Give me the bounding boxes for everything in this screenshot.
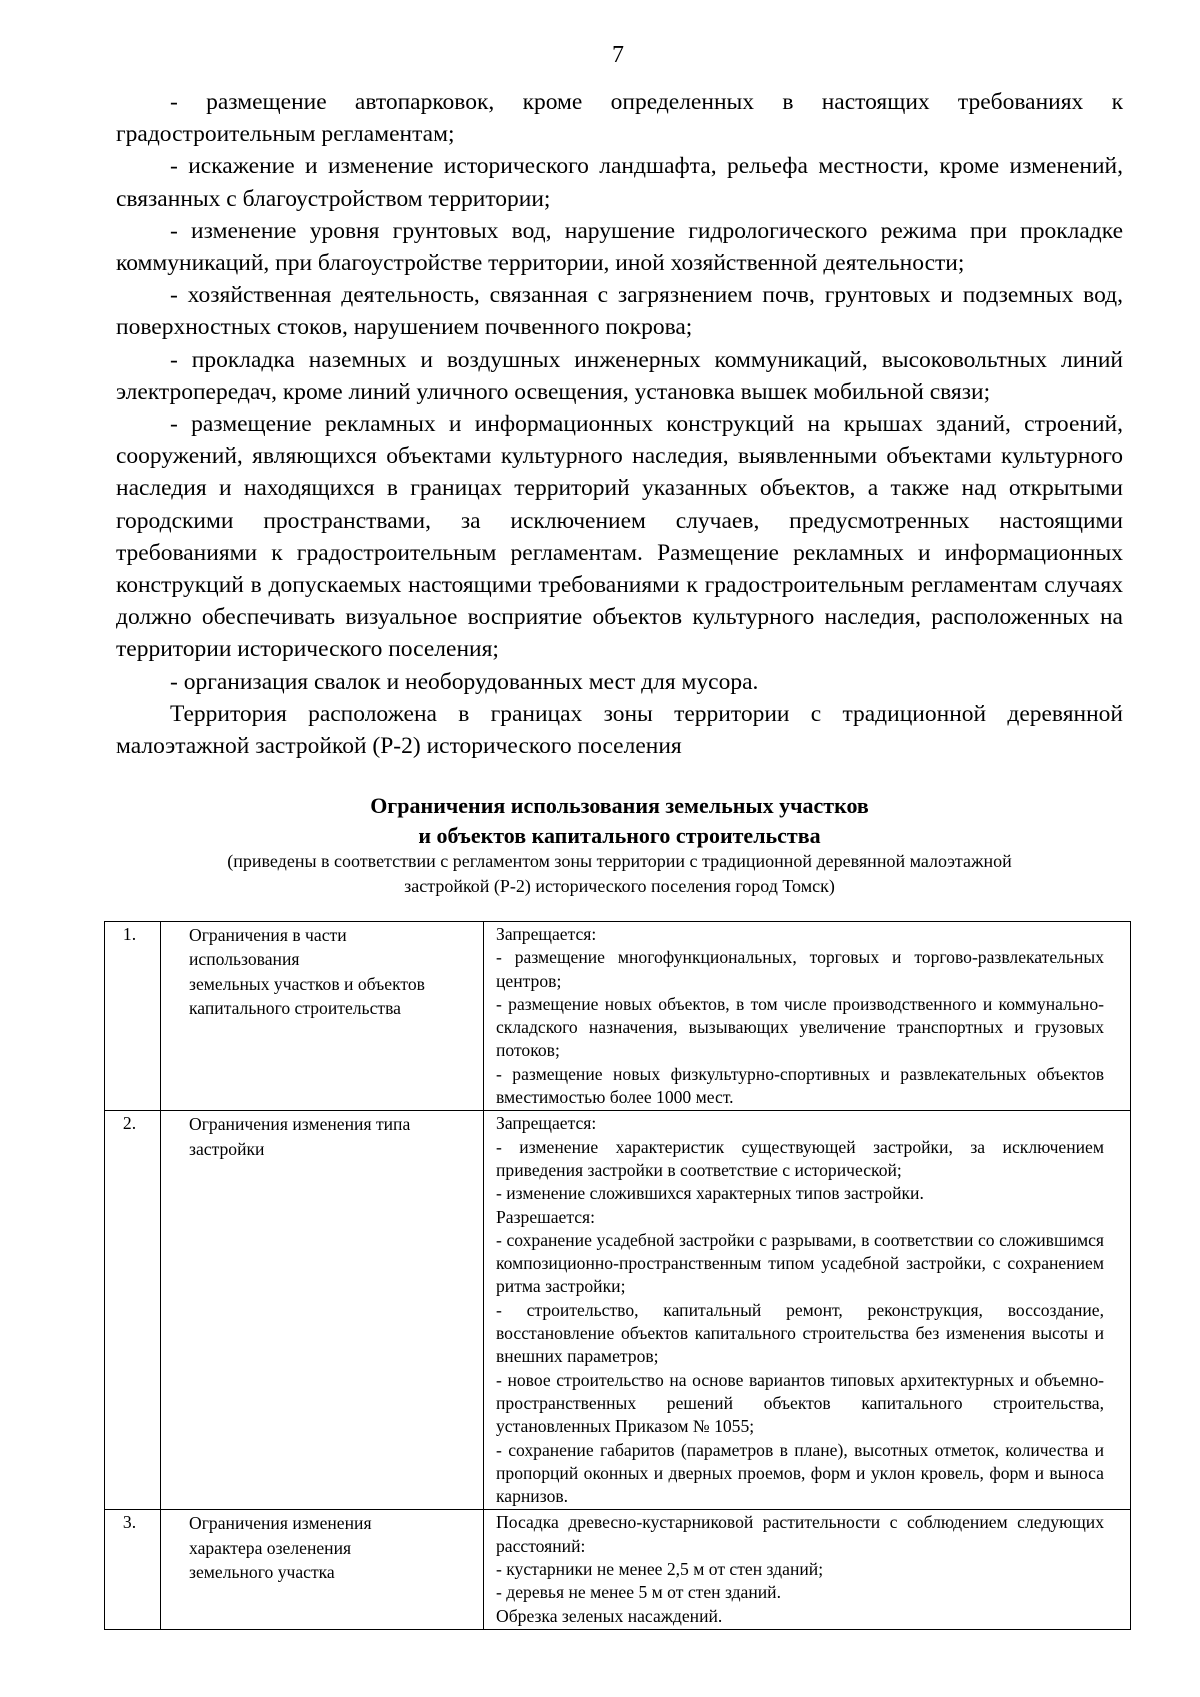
content-line: Запрещается:: [496, 1113, 597, 1134]
content-line: Запрещается:: [496, 924, 597, 944]
row-title-cell: [161, 922, 484, 1111]
content-line: - кустарники не менее 2,5 м от стен зданий;: [496, 1559, 824, 1580]
table-row: [105, 1510, 1131, 1629]
row-content-cell: [484, 1111, 1131, 1510]
paragraph: - хозяйственная деятельность, связанная с загрязнением почв, грунтовых и подземных вод, поверхностных стоков, нарушением почвенного покрова;: [116, 282, 1123, 341]
section-subheading-line: застройкой (Р-2) исторического поселения город Томск): [404, 876, 835, 896]
paragraph: - организация свалок и необорудованных мест для мусора.: [170, 668, 759, 695]
table-row: [105, 1111, 1131, 1510]
content-line: - деревья не менее 5 м от стен зданий.: [496, 1582, 781, 1603]
row-content-cell: [484, 1510, 1131, 1629]
section-heading-line: и объектов капитального строительства: [418, 823, 821, 848]
row-title-line: земельных участков и объектов: [189, 973, 425, 994]
paragraph: Территория расположена в границах зоны территории с традиционной деревянной малоэтажной застройкой (Р-2) исторического поселения: [116, 700, 1123, 760]
content-line: - строительство, капитальный ремонт, реконструкция, воссоздание, восстановление объектов капитального строительства без изменения высоты и внешних параметров;: [496, 1299, 1104, 1367]
content-line: Разрешается:: [496, 1206, 596, 1227]
restrictions-table: [104, 921, 1131, 1630]
section-subheading-line: (приведены в соответствии с регламентом зоны территории с традиционной деревянной малоэтажной: [227, 851, 1012, 871]
content-line: - новое строительство на основе вариантов типовых архитектурных и объемно-пространственных решений объектов капитального строительства, установленных Приказом № 1055;: [496, 1369, 1104, 1437]
content-line: - изменение сложившихся характерных типов застройки.: [496, 1183, 924, 1204]
row-title-line: Ограничения изменения: [189, 1513, 372, 1534]
paragraph: - размещение автопарковок, кроме определенных в настоящих требованиях к градостроительным регламентам;: [116, 89, 1123, 148]
row-title-line: использования: [189, 949, 300, 970]
row-number-cell: [105, 1111, 161, 1510]
row-title-line: застройки: [189, 1138, 265, 1159]
section-subheading: [116, 849, 1123, 899]
row-title-cell: [161, 1111, 484, 1510]
paragraph: - прокладка наземных и воздушных инженерных коммуникаций, высоковольтных линий электропередач, кроме линий уличного освещения, установка вышек мобильной связи;: [116, 346, 1123, 405]
content-line: - размещение новых физкультурно-спортивных и развлекательных объектов вместимостью более 1000 мест.: [496, 1063, 1104, 1108]
row-title-line: капитального строительства: [189, 997, 401, 1018]
row-number-cell: [105, 1510, 161, 1629]
row-title-line: Ограничения в части: [189, 925, 347, 945]
row-number: 2.: [122, 1113, 137, 1134]
content-line: - размещение новых объектов, в том числе производственного и коммунально-складского назначения, вызывающих увеличение транспортных и грузовых потоков;: [496, 993, 1104, 1061]
paragraph: - искажение и изменение исторического ландшафта, рельефа местности, кроме изменений, связанных с благоустройством территории;: [116, 153, 1123, 212]
row-number: 3.: [122, 1512, 137, 1533]
row-content-cell: [484, 922, 1131, 1111]
row-number-cell: [105, 922, 161, 1111]
page-number: 7: [612, 42, 624, 68]
row-title-cell: [161, 1510, 484, 1629]
paragraph: - размещение рекламных и информационных конструкций на крышах зданий, строений, сооружений, являющихся объектами культурного наследия, выявленными объектами культурного наследия и находящихся в границах территорий указанных объектов, а также над открытыми городскими пространствами, за исключением случаев, предусмотренных настоящими требованиями к градостроительным регламентам. Размещение рекламных и информационных конструкций в допускаемых настоящими требованиями к градостроительным регламентам случаях должно обеспечивать визуальное восприятие объектов культурного наследия, расположенных на территории исторического поселения;: [116, 411, 1123, 663]
row-title-line: земельного участка: [189, 1562, 335, 1583]
row-title-line: Ограничения изменения типа: [189, 1114, 411, 1135]
section-heading-line: Ограничения использования земельных участков: [370, 793, 869, 818]
paragraph: - изменение уровня грунтовых вод, нарушение гидрологического режима при прокладке коммуникаций, при благоустройстве территории, иной хозяйственной деятельности;: [116, 217, 1123, 277]
row-number: 1.: [122, 924, 137, 944]
content-line: Обрезка зеленых насаждений.: [496, 1605, 723, 1626]
content-line: - изменение характеристик существующей застройки, за исключением приведения застройки в соответствие с исторической;: [496, 1136, 1104, 1180]
body-text: [116, 86, 1123, 762]
content-line: Посадка древесно-кустарниковой растительности с соблюдением следующих расстояний:: [496, 1512, 1104, 1556]
section-heading: [116, 791, 1123, 851]
row-title-line: характера озеленения: [189, 1537, 352, 1558]
content-line: - размещение многофункциональных, торговых и торгово-развлекательных центров;: [496, 947, 1104, 991]
table-row: [105, 922, 1131, 1111]
content-line: - сохранение габаритов (параметров в плане), высотных отметок, количества и пропорций оконных и дверных проемов, форм и уклон кровель, форм и выноса карнизов.: [496, 1439, 1104, 1507]
content-line: - сохранение усадебной застройки с разрывами, в соответствии со сложившимся композиционно-пространственным типом усадебной застройки, с сохранением ритма застройки;: [496, 1229, 1104, 1297]
